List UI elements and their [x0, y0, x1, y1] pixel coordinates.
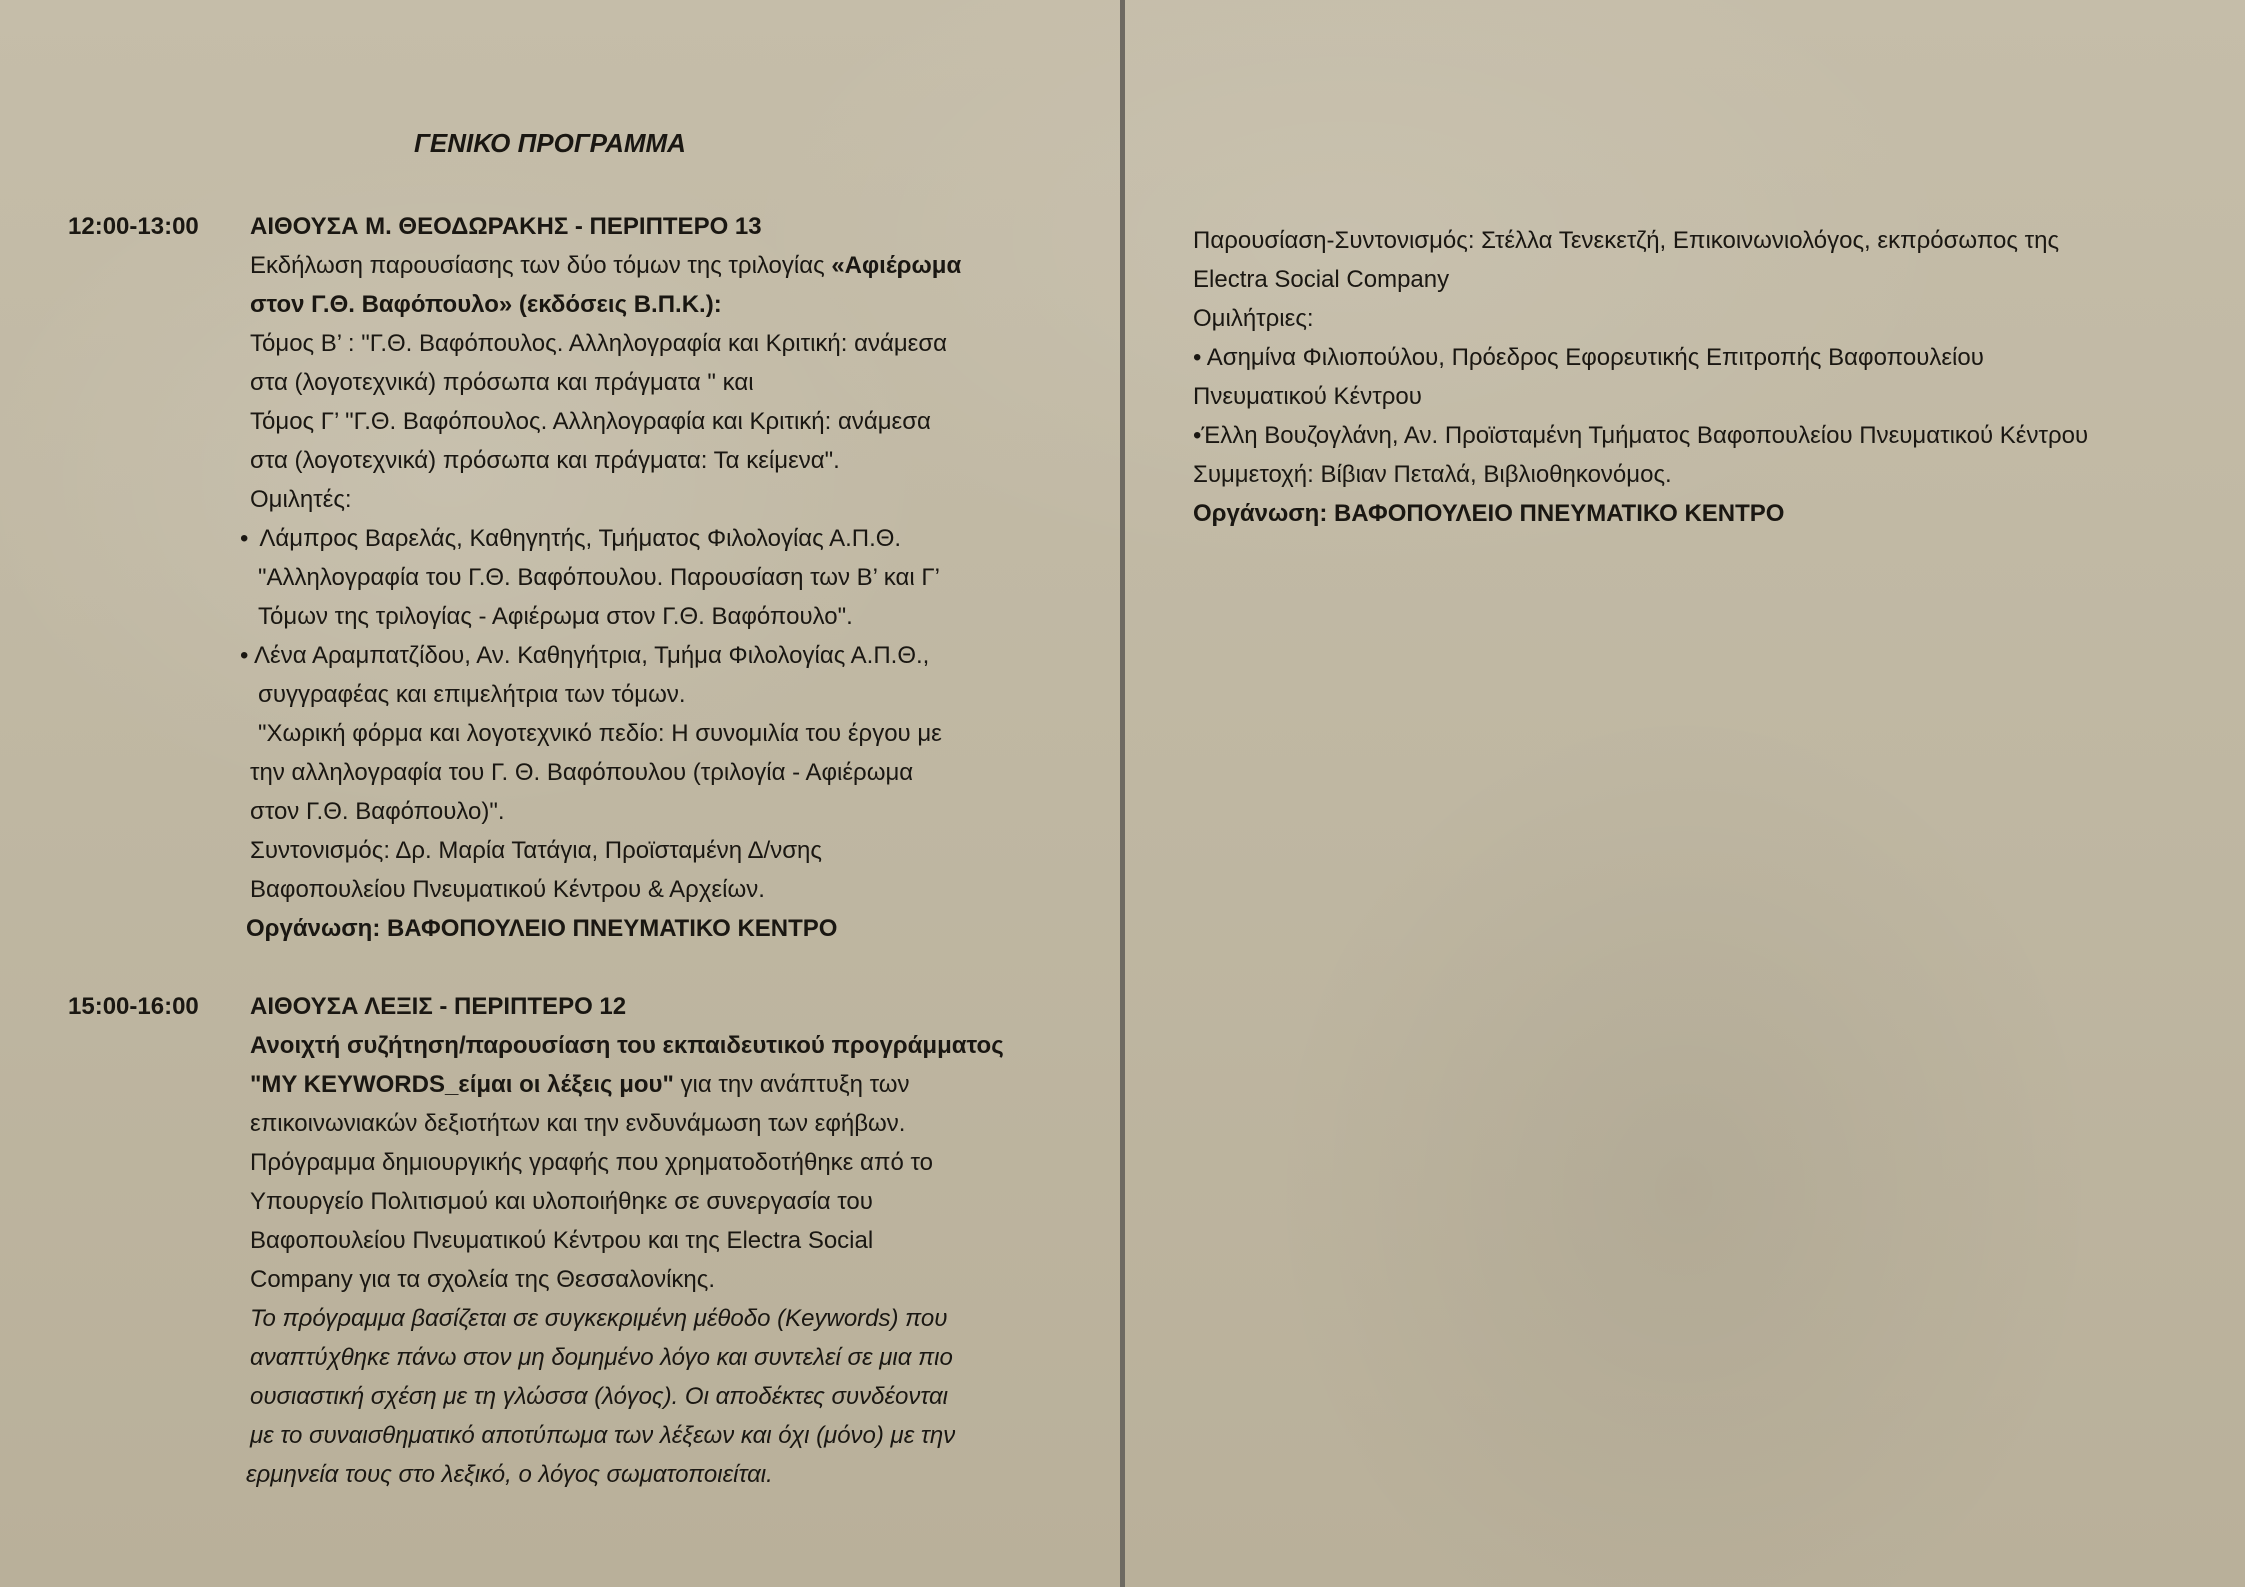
- speaker-2-name: Λένα Αραμπατζίδου, Αν. Καθηγήτρια, Τμήμα Φιλολογίας Α.Π.Θ.,: [254, 642, 930, 669]
- session2-time: 15:00-16:00: [68, 993, 199, 1020]
- session1-line-1b: «Αφιέρωμα: [831, 252, 962, 279]
- speaker-1: [240, 519, 961, 558]
- right-line-2: Electra Social Company: [1193, 266, 1450, 293]
- right-line-6: •Έλλη Βουζογλάνη, Αν. Προϊσταμένη Τμήματος Βαφοπουλείου Πνευματικού Κέντρου: [1193, 422, 2089, 449]
- bullet-icon: •: [240, 642, 249, 669]
- session1-time: 12:00-13:00: [68, 213, 199, 240]
- session2-program-name: "MY KEYWORDS_είμαι οι λέξεις μου": [250, 1071, 674, 1098]
- right-line-5: Πνευματικού Κέντρου: [1193, 383, 1422, 410]
- page-divider: [1120, 0, 1125, 1587]
- session1-line-10: Τόμων της τριλογίας - Αφιέρωμα στον Γ.Θ. Βαφόπουλο".: [258, 603, 853, 630]
- session2-italic-5: ερμηνεία τους στο λεξικό, ο λόγος σωματοποιείται.: [246, 1461, 773, 1488]
- session1-line-2: στον Γ.Θ. Βαφόπουλο» (εκδόσεις Β.Π.Κ.):: [250, 291, 722, 318]
- right-line-4: • Ασημίνα Φιλιοπούλου, Πρόεδρος Εφορευτικής Επιτροπής Βαφοπουλείου: [1193, 344, 1984, 371]
- session2-italic-4: με το συναισθηματικό αποτύπωμα των λέξεων και όχι (μόνο) με την: [250, 1422, 956, 1449]
- session1-line-9: "Αλληλογραφία του Γ.Θ. Βαφόπουλου. Παρουσίαση των Β’ και Γ’: [258, 564, 940, 591]
- session1-organizer: Οργάνωση: ΒΑΦΟΠΟΥΛΕΙΟ ΠΝΕΥΜΑΤΙΚΟ ΚΕΝΤΡΟ: [246, 915, 838, 942]
- page-title: ΓΕΝΙΚΟ ΠΡΟΓΡΑΜΜΑ: [414, 128, 686, 158]
- session2-line-2: [250, 1065, 1004, 1104]
- right-line-3: Ομιλήτριες:: [1193, 305, 1314, 332]
- session1-line-5: Τόμος Γ’ "Γ.Θ. Βαφόπουλος. Αλληλογραφία και Κριτική: ανάμεσα: [250, 408, 931, 435]
- session1-line-1a: Εκδήλωση παρουσίασης των δύο τόμων της τριλογίας: [250, 252, 832, 279]
- session1-line-12: συγγραφέας και επιμελήτρια των τόμων.: [258, 681, 686, 708]
- session2-line-3: επικοινωνιακών δεξιοτήτων και την ενδυνάμωση των εφήβων.: [250, 1110, 906, 1137]
- right-page-block: [1193, 221, 2088, 533]
- session2-line-5: Υπουργείο Πολιτισμού και υλοποιήθηκε σε συνεργασία του: [250, 1188, 873, 1215]
- session1-line-3: Τόμος Β’ : "Γ.Θ. Βαφόπουλος. Αλληλογραφία και Κριτική: ανάμεσα: [250, 330, 948, 357]
- session2-line-2b: για την ανάπτυξη των: [673, 1071, 910, 1098]
- session1-line-7: Ομιλητές:: [250, 486, 352, 513]
- session1-hall: ΑΙΘΟΥΣΑ Μ. ΘΕΟΔΩΡΑΚΗΣ - ΠΕΡΙΠΤΕΡΟ 13: [250, 213, 762, 240]
- session1-line-16: Συντονισμός: Δρ. Μαρία Τατάγια, Προϊσταμένη Δ/νσης: [250, 837, 822, 864]
- session2-italic-2: αναπτύχθηκε πάνω στον μη δομημένο λόγο και συντελεί σε μια πιο: [250, 1344, 953, 1371]
- right-line-1: Παρουσίαση-Συντονισμός: Στέλλα Τενεκετζή, Επικοινωνιολόγος, εκπρόσωπος της: [1193, 227, 2060, 254]
- bullet-icon: •: [240, 525, 249, 552]
- session1-line-14: την αλληλογραφία του Γ. Θ. Βαφόπουλου (τριλογία - Αφιέρωμα: [250, 759, 914, 786]
- session1-line-15: στον Γ.Θ. Βαφόπουλο)".: [250, 798, 505, 825]
- session2-line-6: Βαφοπουλείου Πνευματικού Κέντρου και της Electra Social: [250, 1227, 874, 1254]
- session1-line-4: στα (λογοτεχνικά) πρόσωπα και πράγματα " και: [250, 369, 754, 396]
- session2-hall: ΑΙΘΟΥΣΑ ΛΕΞΙΣ - ΠΕΡΙΠΤΕΡΟ 12: [250, 993, 627, 1020]
- session2-line-7: Company για τα σχολεία της Θεσσαλονίκης.: [250, 1266, 715, 1293]
- session1-line-13: "Χωρική φόρμα και λογοτεχνικό πεδίο: Η συνομιλία του έργου με: [258, 720, 942, 747]
- session2-line-1: Ανοιχτή συζήτηση/παρουσίαση του εκπαιδευτικού προγράμματος: [250, 1032, 1004, 1059]
- right-organizer: Οργάνωση: ΒΑΦΟΠΟΥΛΕΙΟ ΠΝΕΥΜΑΤΙΚΟ ΚΕΝΤΡΟ: [1193, 500, 1785, 527]
- session2-italic-1: Το πρόγραμμα βασίζεται σε συγκεκριμένη μέθοδο (Keywords) που: [250, 1305, 948, 1332]
- session2-italic-3: ουσιαστική σχέση με τη γλώσσα (λόγος). Οι αποδέκτες συνδέονται: [250, 1383, 949, 1410]
- speaker-2: [240, 636, 961, 675]
- session1-line-17: Βαφοπουλείου Πνευματικού Κέντρου & Αρχείων.: [250, 876, 765, 903]
- session1-line-6: στα (λογοτεχνικά) πρόσωπα και πράγματα: Τα κείμενα".: [250, 447, 840, 474]
- session1-line: [250, 246, 961, 285]
- session2-block: [246, 987, 1004, 1494]
- session2-line-4: Πρόγραμμα δημιουργικής γραφής που χρηματοδοτήθηκε από το: [250, 1149, 933, 1176]
- session1-block: [240, 207, 962, 948]
- speaker-1-name: Λάμπρος Βαρελάς, Καθηγητής, Τμήματος Φιλολογίας Α.Π.Θ.: [254, 525, 902, 552]
- right-line-7: Συμμετοχή: Βίβιαν Πεταλά, Βιβλιοθηκονόμος.: [1193, 461, 1672, 488]
